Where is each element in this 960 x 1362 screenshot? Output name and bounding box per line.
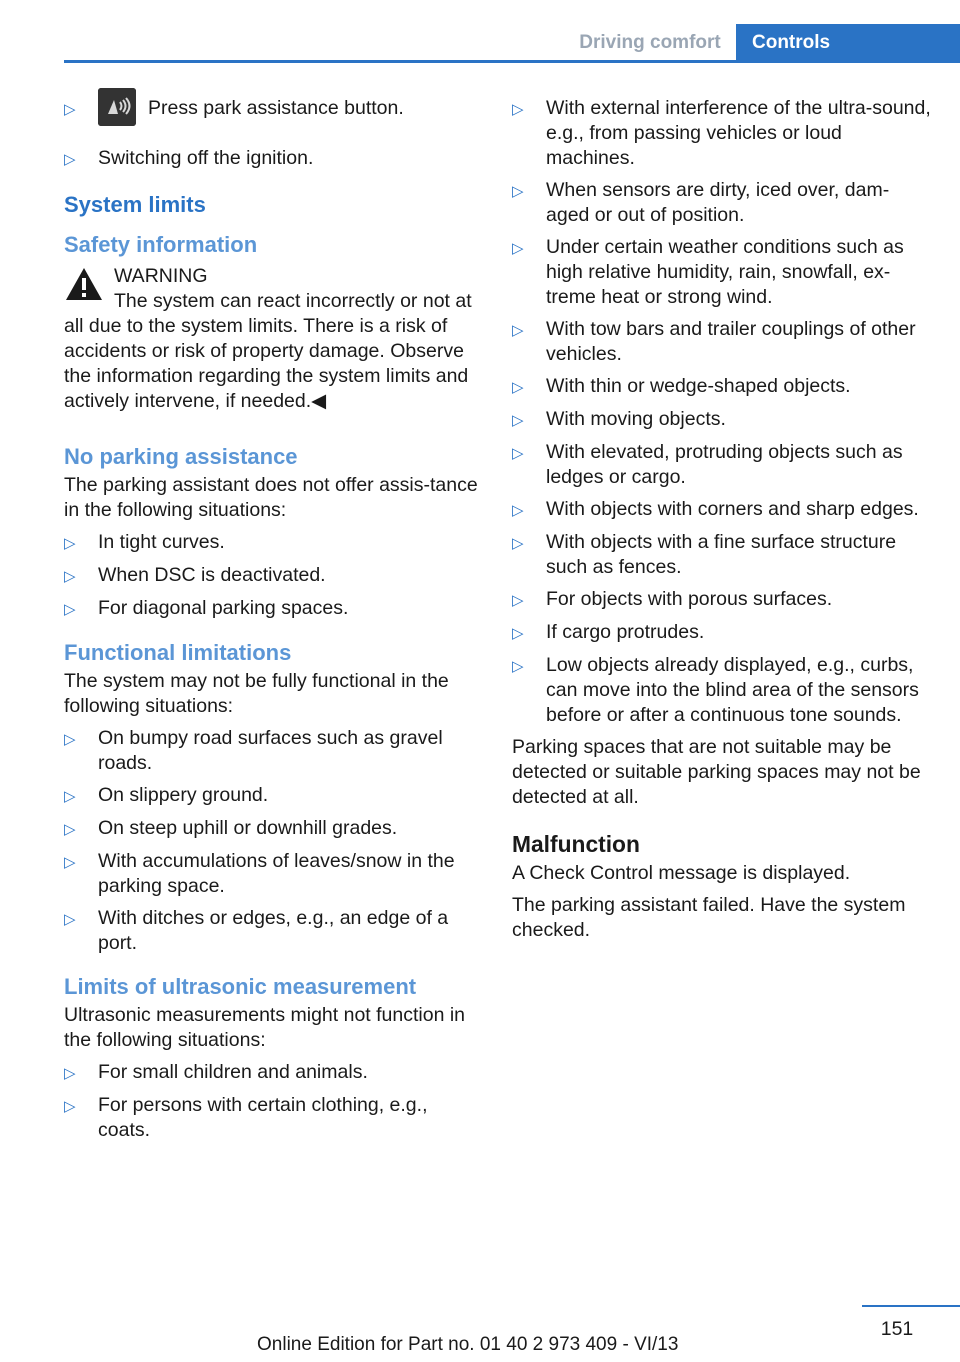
list-item <box>64 1093 482 1143</box>
list-item <box>64 146 482 172</box>
bullet-icon: ▷ <box>512 412 524 429</box>
header-section: Driving comfort <box>579 32 721 53</box>
list-item <box>512 440 932 490</box>
list-item <box>512 407 932 433</box>
list-item <box>512 178 932 228</box>
bullet-icon: ▷ <box>64 1098 76 1115</box>
bullet-icon: ▷ <box>64 601 76 618</box>
park-assistance-button-icon <box>98 88 136 126</box>
right-column <box>512 96 932 950</box>
list-item-text: With ditches or edges, e.g., an edge of a port. <box>98 907 449 954</box>
heading-system-limits: System limits <box>64 192 206 217</box>
list-item-text: When sensors are dirty, iced over, dam‐aged or out of position. <box>546 179 890 226</box>
bullet-icon: ▷ <box>512 592 524 609</box>
list-item-text: In tight curves. <box>98 531 225 553</box>
list-item-text: With objects with corners and sharp edges. <box>546 498 919 520</box>
list-item <box>64 849 482 899</box>
list-item <box>512 620 932 646</box>
list-item <box>64 563 482 589</box>
list-item-text: With elevated, protruding objects such as ledges or cargo. <box>546 441 903 488</box>
bullet-icon: ▷ <box>64 788 76 805</box>
bullet-icon: ▷ <box>512 322 524 339</box>
paragraph: The parking assistant does not offer assis‐tance in the following situations: <box>64 474 478 521</box>
list-item-text: When DSC is deactivated. <box>98 564 326 586</box>
bullet-icon: ▷ <box>64 911 76 928</box>
bullet-icon: ▷ <box>512 183 524 200</box>
list-item <box>64 96 482 134</box>
warning-text: The system can react incorrectly or not at all due to the system limits. There is a risk of accidents or risk of property damage. Observe the information regarding the system limits and actively intervene, if needed.◀ <box>64 290 472 412</box>
page-number: 151 <box>880 1318 914 1340</box>
paragraph: The parking assistant failed. Have the system checked. <box>512 894 906 941</box>
list-item-text: With objects with a fine surface structure such as fences. <box>546 531 897 578</box>
bullet-icon: ▷ <box>512 445 524 462</box>
list-item <box>512 653 932 728</box>
list-item-text: With external interference of the ultra‐sound, e.g., from passing vehicles or loud machines. <box>546 97 931 169</box>
list-item <box>512 317 932 367</box>
warning-title: WARNING <box>114 265 208 287</box>
list-item-text: Low objects already displayed, e.g., curbs, can move into the blind area of the sensors before or after a continuous tone sounds. <box>546 654 919 726</box>
list-item-text: If cargo protrudes. <box>546 621 705 643</box>
header-rule <box>64 60 960 63</box>
heading-no-parking-assistance: No parking assistance <box>64 444 298 469</box>
list-item-text: On steep uphill or downhill grades. <box>98 817 398 839</box>
bullet-icon: ▷ <box>64 535 76 552</box>
list-item-text: For objects with porous surfaces. <box>546 588 833 610</box>
bullet-icon: ▷ <box>512 625 524 642</box>
header-chapter: Controls <box>736 24 960 62</box>
page-header <box>564 24 960 62</box>
warning-block <box>64 264 482 414</box>
paragraph: Ultrasonic measurements might not function in the following situations: <box>64 1004 466 1051</box>
paragraph: A Check Control message is displayed. <box>512 862 851 884</box>
heading-safety-information: Safety information <box>64 232 258 257</box>
list-item <box>64 783 482 809</box>
list-item <box>512 96 932 171</box>
list-item-text: With tow bars and trailer couplings of other vehicles. <box>546 318 916 365</box>
list-item-text: On bumpy road surfaces such as gravel roads. <box>98 727 443 774</box>
edition-footer: Online Edition for Part no. 01 40 2 973 409 - VI/13 <box>257 1334 679 1355</box>
list-item-text: On slippery ground. <box>98 784 269 806</box>
left-column <box>64 96 482 1150</box>
list-item-text: With thin or wedge-shaped objects. <box>546 375 851 397</box>
list-item-text: With accumulations of leaves/snow in the parking space. <box>98 850 455 897</box>
list-item-text: With moving objects. <box>546 408 726 430</box>
list-item-text: For diagonal parking spaces. <box>98 597 349 619</box>
list-item <box>64 1060 482 1086</box>
list-item <box>64 906 482 956</box>
list-item-text: For persons with certain clothing, e.g., coats. <box>98 1094 428 1141</box>
bullet-icon: ▷ <box>64 731 76 748</box>
heading-malfunction: Malfunction <box>512 831 640 857</box>
heading-functional-limitations: Functional limitations <box>64 640 292 665</box>
bullet-icon: ▷ <box>512 240 524 257</box>
list-item-text: For small children and animals. <box>98 1061 368 1083</box>
bullet-icon: ▷ <box>64 151 76 168</box>
bullet-icon: ▷ <box>64 854 76 871</box>
list-item-text: Press park assistance button. <box>148 97 404 119</box>
bullet-icon: ▷ <box>512 658 524 675</box>
list-item <box>512 587 932 613</box>
list-item <box>512 530 932 580</box>
paragraph: Parking spaces that are not suitable may be detected or suitable parking spaces may not be detected at all. <box>512 736 921 808</box>
list-item <box>512 374 932 400</box>
bullet-icon: ▷ <box>512 101 524 118</box>
bullet-icon: ▷ <box>64 101 76 118</box>
bullet-icon: ▷ <box>512 535 524 552</box>
bullet-icon: ▷ <box>512 502 524 519</box>
list-item <box>512 235 932 310</box>
list-item-text: Under certain weather conditions such as high relative humidity, rain, snowfall, ex‐treme heat or strong wind. <box>546 236 904 308</box>
footer-rule <box>862 1305 960 1307</box>
bullet-icon: ▷ <box>64 1065 76 1082</box>
bullet-icon: ▷ <box>512 379 524 396</box>
warning-triangle-icon <box>64 266 104 302</box>
bullet-icon: ▷ <box>64 821 76 838</box>
list-item <box>64 596 482 622</box>
list-item <box>64 726 482 776</box>
paragraph: The system may not be fully functional in the following situations: <box>64 670 449 717</box>
list-item <box>64 816 482 842</box>
heading-limits-ultrasonic: Limits of ultrasonic measurement <box>64 974 417 999</box>
list-item-text: Switching off the ignition. <box>98 147 314 169</box>
list-item <box>64 530 482 556</box>
bullet-icon: ▷ <box>64 568 76 585</box>
list-item <box>512 497 932 523</box>
